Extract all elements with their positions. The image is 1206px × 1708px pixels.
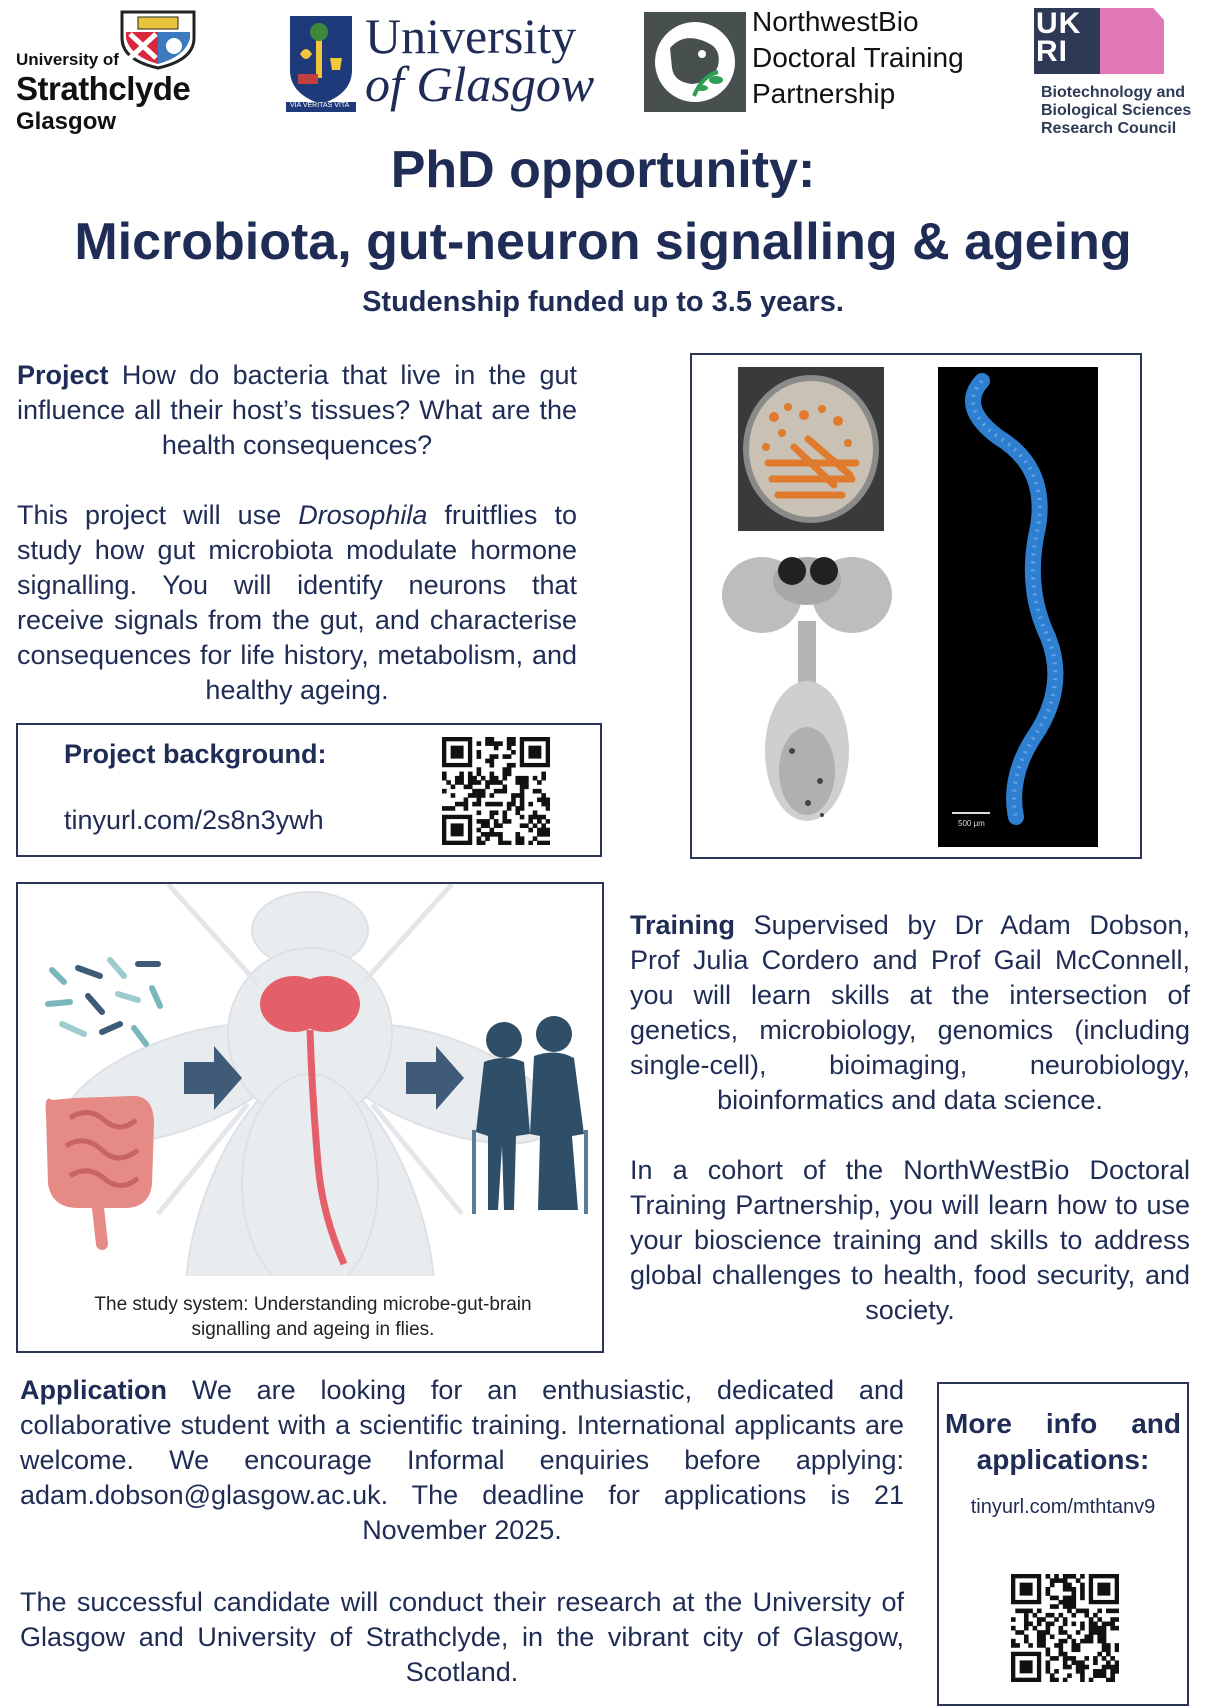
fly-gut-micrograph-image [938, 367, 1098, 847]
gut-tube-image [938, 367, 1098, 847]
training-label: Training [630, 910, 736, 940]
more-info-label: More info and applications: [945, 1408, 1181, 1475]
page-subtitle: Studenship funded up to 3.5 years. [362, 286, 844, 318]
ukri-line1: Biotechnology and [1041, 84, 1185, 101]
scale-bar-label: 500 μm [958, 819, 985, 828]
training-text: Supervised by Dr Adam Dobson, Prof Julia Cordero and Prof Gail McConnell, you will learn skills at the intersection of genetics, microbiology, genomics (including single-cell), bioimaging, neurobiology, bioinformatics and data science. [630, 910, 1190, 1115]
glasgow-motto: VIA VERITAS VITA [290, 102, 350, 109]
northwestbio-line3: Partnership [752, 78, 896, 109]
project-background-qr-code[interactable] [442, 737, 550, 845]
project-desc-after: fruitflies to study how gut microbiota modulate hormone signalling. You will identify neurons that receive signals from the gut, and characterise consequences for life history, metabolism, and healthy ageing. [17, 500, 577, 705]
more-info-box [937, 1382, 1189, 1706]
project-description [17, 498, 577, 708]
page-title-line1: PhD opportunity: [390, 141, 816, 199]
project-background-link[interactable]: tinyurl.com/2s8n3ywh [64, 805, 324, 835]
glasgow-crest-icon [286, 14, 356, 112]
cohort-paragraph: In a cohort of the NorthWestBio Doctoral Training Partnership, you will learn how to use your bioscience training and skills to address global challenges to health, food security, and society. [630, 1155, 1190, 1325]
location-paragraph: The successful candidate will conduct their research at the University of Glasgow and University of Strathclyde, in the vibrant city of Glasgow, Scotland. [20, 1587, 904, 1687]
ukri-mark-text: UKRI [1036, 7, 1082, 68]
page-title-line2: Microbiota, gut-neuron signalling & ageing [74, 213, 1132, 271]
more-info-link[interactable]: tinyurl.com/mthtanv9 [970, 1496, 1156, 1518]
more-info-qr-code[interactable] [1011, 1574, 1119, 1682]
training-paragraph [630, 908, 1190, 1118]
project-intro [17, 358, 577, 463]
strathclyde-line1: University of [16, 50, 119, 69]
northwestbio-emblem-icon [644, 12, 746, 112]
glasgow-line2: of Glasgow [365, 56, 595, 112]
ukri-line2: Biological Sciences [1041, 102, 1192, 119]
strathclyde-line2: Strathclyde [16, 70, 191, 107]
study-system-figure [16, 882, 604, 1353]
application-text: We are looking for an enthusiastic, dedicated and collaborative student with a scientific training. International applicants are welcome. We encourage Informal enquiries before applying: adam.dobson@glasgow.ac.uk. The deadline for applications is 21 November 2025. [20, 1375, 904, 1545]
strathclyde-logo [16, 8, 216, 138]
figure-caption [58, 1292, 568, 1342]
strathclyde-line3: Glasgow [16, 108, 117, 135]
glasgow-line1: University [365, 8, 577, 64]
figure-caption-line1: The study system: Understanding microbe-gut-brain [94, 1294, 532, 1315]
project-desc-before: This project will use [17, 500, 299, 530]
fly-brain-micrograph-image [712, 541, 902, 845]
application-label: Application [20, 1375, 167, 1405]
micrograph-panel [690, 353, 1142, 859]
study-system-illustration [18, 884, 602, 1276]
northwestbio-line1: NorthwestBio [752, 6, 919, 37]
figure-caption-line2: signalling and ageing in flies. [191, 1319, 435, 1340]
project-intro-text: How do bacteria that live in the gut influence all their host’s tissues? What are the health consequences? [17, 360, 577, 460]
bacteria-agar-plate-image [738, 367, 884, 531]
strathclyde-crest-icon [116, 8, 200, 70]
ukri-line3: Research Council [1041, 120, 1177, 137]
project-desc-italic: Drosophila [298, 500, 428, 530]
project-background-label: Project background: [64, 739, 327, 769]
project-label: Project [17, 360, 109, 390]
project-background-box [16, 723, 602, 857]
application-paragraph [20, 1373, 904, 1548]
northwestbio-line2: Doctoral Training [752, 42, 964, 73]
